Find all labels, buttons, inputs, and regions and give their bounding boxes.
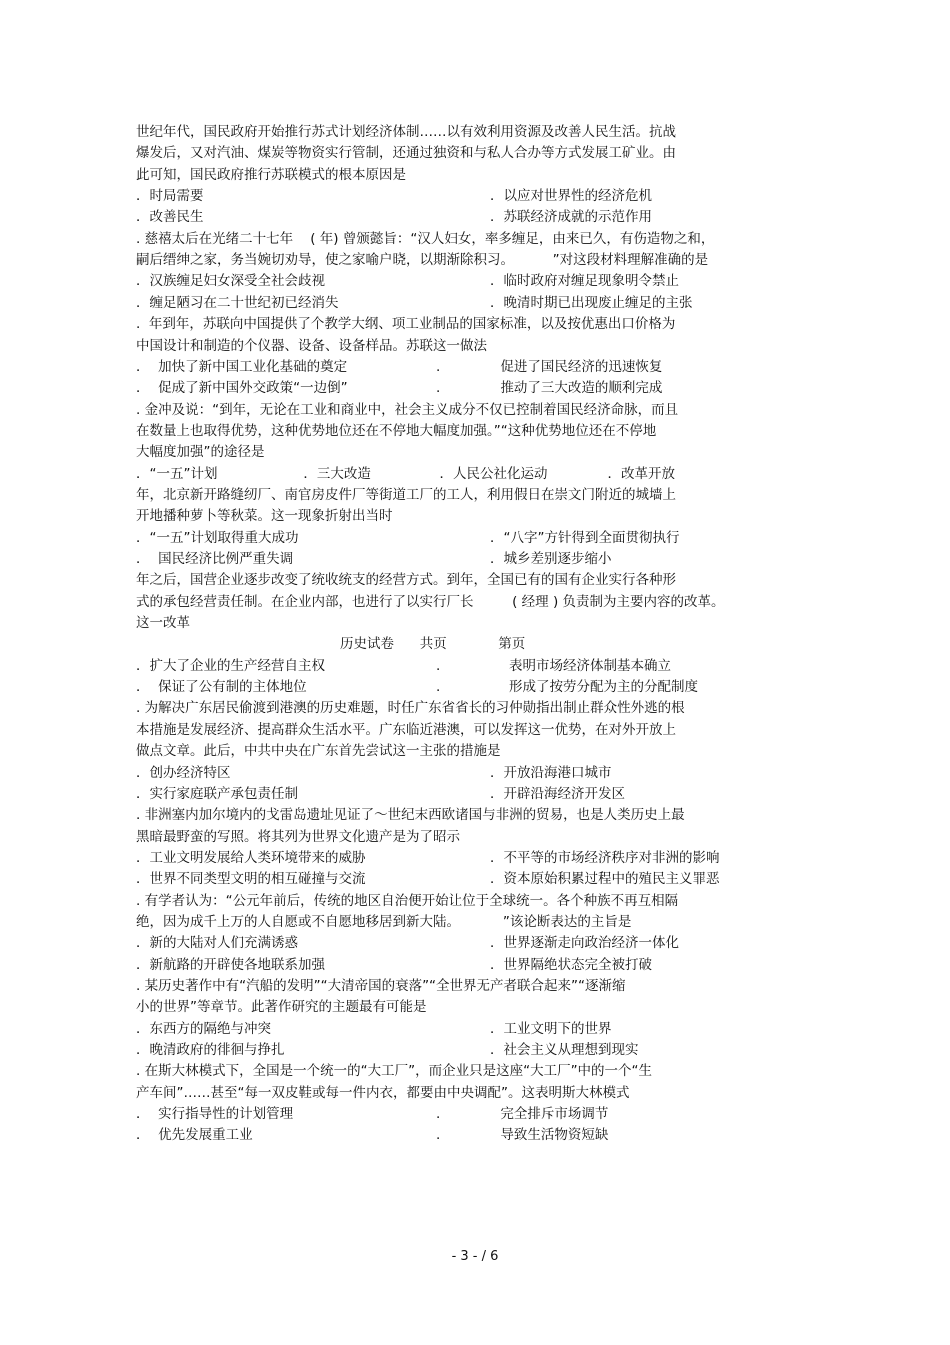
option-right: ．“八字”方针得到全面贯彻执行 (490, 529, 680, 546)
text-line: 年，北京新开路缝纫厂、南官房皮件厂等街道工厂的工人，利用假日在崇文门附近的城墙上 (136, 486, 676, 503)
option-right: . 导致生活物资短缺 (436, 1127, 609, 1144)
option-left: ． 加快了新中国工业化基础的奠定 (136, 358, 348, 375)
option-right: ．不平等的市场经济秩序对非洲的影响 (490, 849, 720, 866)
text-line: 产车间”……甚至“每一双皮鞋或每一件内衣，都要由中央调配”。这表明斯大林模式 (136, 1084, 630, 1101)
option-left: ．扩大了企业的生产经营自主权 (136, 657, 325, 674)
text-line: . 非洲塞内加尔境内的戈雷岛遗址见证了～世纪末西欧诸国与非洲的贸易，也是人类历史上最 (136, 807, 685, 824)
text-line: . 年到年，苏联向中国提供了个教学大纲、项工业制品的国家标准，以及按优惠出口价格为 (136, 316, 676, 333)
text-line: . 为解决广东居民偷渡到港澳的历史难题，时任广东省省长的习仲勋指出制止群众性外逃的根 (136, 700, 685, 717)
option-right: ．晚清时期已出现废止缠足的主张 (490, 294, 693, 311)
option-left: ．新航路的开辟使各地联系加强 (136, 956, 325, 973)
page-number: - 3 - / 6 (451, 1249, 499, 1264)
option-left: ．创办经济特区 (136, 764, 231, 781)
text-line: . 有学者认为：“公元年前后，传统的地区自治便开始让位于全球统一。各个种族不再互相隔 (136, 892, 679, 909)
option-left: ．实行家庭联产承包责任制 (136, 785, 298, 802)
text-line: 世纪年代，国民政府开始推行苏式计划经济体制……以有效利用资源及改善人民生活。抗战 (136, 124, 676, 140)
option-left: ．汉族缠足妇女深受全社会歧视 (136, 273, 325, 290)
option-left: ． 实行指导性的计划管理 (136, 1106, 294, 1123)
text-line: 开地播种萝卜等秋菜。这一现象折射出当时 (136, 508, 393, 525)
option-right: . 表明市场经济体制基本确立 (436, 657, 671, 674)
option-left: ．工业文明发展给人类环境带来的威胁 (136, 849, 366, 866)
text-line: 小的世界”等章节。此著作研究的主题最有可能是 (136, 999, 427, 1016)
text-line: 此可知，国民政府推行苏联模式的根本原因是 (136, 166, 406, 183)
text-line: 黑暗最野蛮的写照。将其列为世界文化遗产是为了昭示 (136, 828, 460, 845)
text-line: 绝，因为成千上万的人自愿或不自愿地移居到新大陆。 ”该论断表达的主旨是 (136, 913, 632, 930)
option-right: . 推动了三大改造的顺利完成 (436, 380, 663, 397)
option-right: . 完全排斥市场调节 (436, 1106, 609, 1123)
text-line: 这一改革 (136, 615, 190, 632)
text-line: . 金冲及说：“到年，无论在工业和商业中，社会主义成分不仅已控制着国民经济命脉，而且 (136, 401, 679, 418)
option-right: ．世界隔绝状态完全被打破 (490, 956, 652, 973)
text-line: ．“一五”计划 ．三大改造 ．人民公社化运动 ．改革开放 (136, 465, 676, 482)
option-right: ．世界逐渐走向政治经济一体化 (490, 935, 679, 952)
option-right: ．城乡差别逐步缩小 (490, 551, 612, 567)
page-header: 历史试卷 共页 第页 (340, 636, 526, 653)
text-line: 在数量上也取得优势，这种优势地位还在不停地大幅度加强。”“这种优势地位还在不停地 (136, 422, 657, 439)
text-line: 嗣后缙绅之家，务当婉切劝导，使之家喻户晓，以期渐除积习。 ”对这段材料理解准确的是 (136, 252, 709, 269)
text-line: 做点文章。此后，中共中央在广东首先尝试这一主张的措施是 (136, 743, 501, 760)
option-left: ．世界不同类型文明的相互碰撞与交流 (136, 871, 366, 888)
option-right: ．临时政府对缠足现象明令禁止 (490, 273, 679, 290)
option-right: ．社会主义从理想到现实 (490, 1042, 639, 1059)
text-line: . 某历史著作中有“汽船的发明”“大清帝国的衰落”“全世界无产者联合起来”“逐渐缩 (136, 978, 626, 994)
option-right: ．开辟沿海经济开发区 (490, 785, 625, 802)
text-line: 爆发后，又对汽油、煤炭等物资实行管制，还通过独资和与私人合办等方式发展工矿业。由 (136, 145, 676, 162)
option-left: ．新的大陆对人们充满诱惑 (136, 935, 298, 952)
option-left: ． 国民经济比例严重失调 (136, 551, 294, 567)
option-right: . 促进了国民经济的迅速恢复 (436, 358, 663, 375)
option-left: ．晚清政府的徘徊与挣扎 (136, 1042, 285, 1059)
option-right: ．资本原始积累过程中的殖民主义罪恶 (490, 871, 720, 888)
option-left: ．改善民生 (136, 209, 204, 226)
text-line: 大幅度加强”的途径是 (136, 444, 265, 461)
option-left: ．时局需要 (136, 188, 204, 205)
option-left: ．东西方的隔绝与冲突 (136, 1020, 271, 1037)
text-line: . 在斯大林模式下，全国是一个统一的“大工厂”，而企业只是这座“大工厂”中的一个“生 (136, 1063, 653, 1080)
text-line: 本措施是发展经济、提高群众生活水平。广东临近港澳，可以发挥这一优势，在对外开放上 (136, 721, 676, 738)
option-left: ． 促成了新中国外交政策“一边倒” (136, 380, 348, 397)
text-line: 式的承包经营责任制。在企业内部，也进行了以实行厂长 ( 经理 ) 负责制为主要内容的改革。 (136, 593, 725, 610)
option-right: ．开放沿海港口城市 (490, 764, 612, 781)
option-left: ．缠足陋习在二十世纪初已经消失 (136, 294, 339, 311)
text-line: . 慈禧太后在光绪二十七年 ( 年) 曾颁懿旨：“汉人妇女，率多缠足，由来已久，有伤造物之和， (136, 230, 715, 247)
option-left: ．“一五”计划取得重大成功 (136, 529, 299, 546)
option-left: ． 优先发展重工业 (136, 1127, 253, 1144)
option-right: ．以应对世界性的经济危机 (490, 188, 652, 205)
option-right: ．苏联经济成就的示范作用 (490, 209, 652, 226)
text-line: 年之后，国营企业逐步改变了统收统支的经营方式。到年，全国已有的国有企业实行各种形 (136, 572, 676, 589)
option-right: ．工业文明下的世界 (490, 1020, 612, 1037)
option-right: . 形成了按劳分配为主的分配制度 (436, 679, 698, 696)
option-left: ． 保证了公有制的主体地位 (136, 679, 307, 696)
text-line: 中国设计和制造的个仪器、设备、设备样品。苏联这一做法 (136, 337, 487, 354)
